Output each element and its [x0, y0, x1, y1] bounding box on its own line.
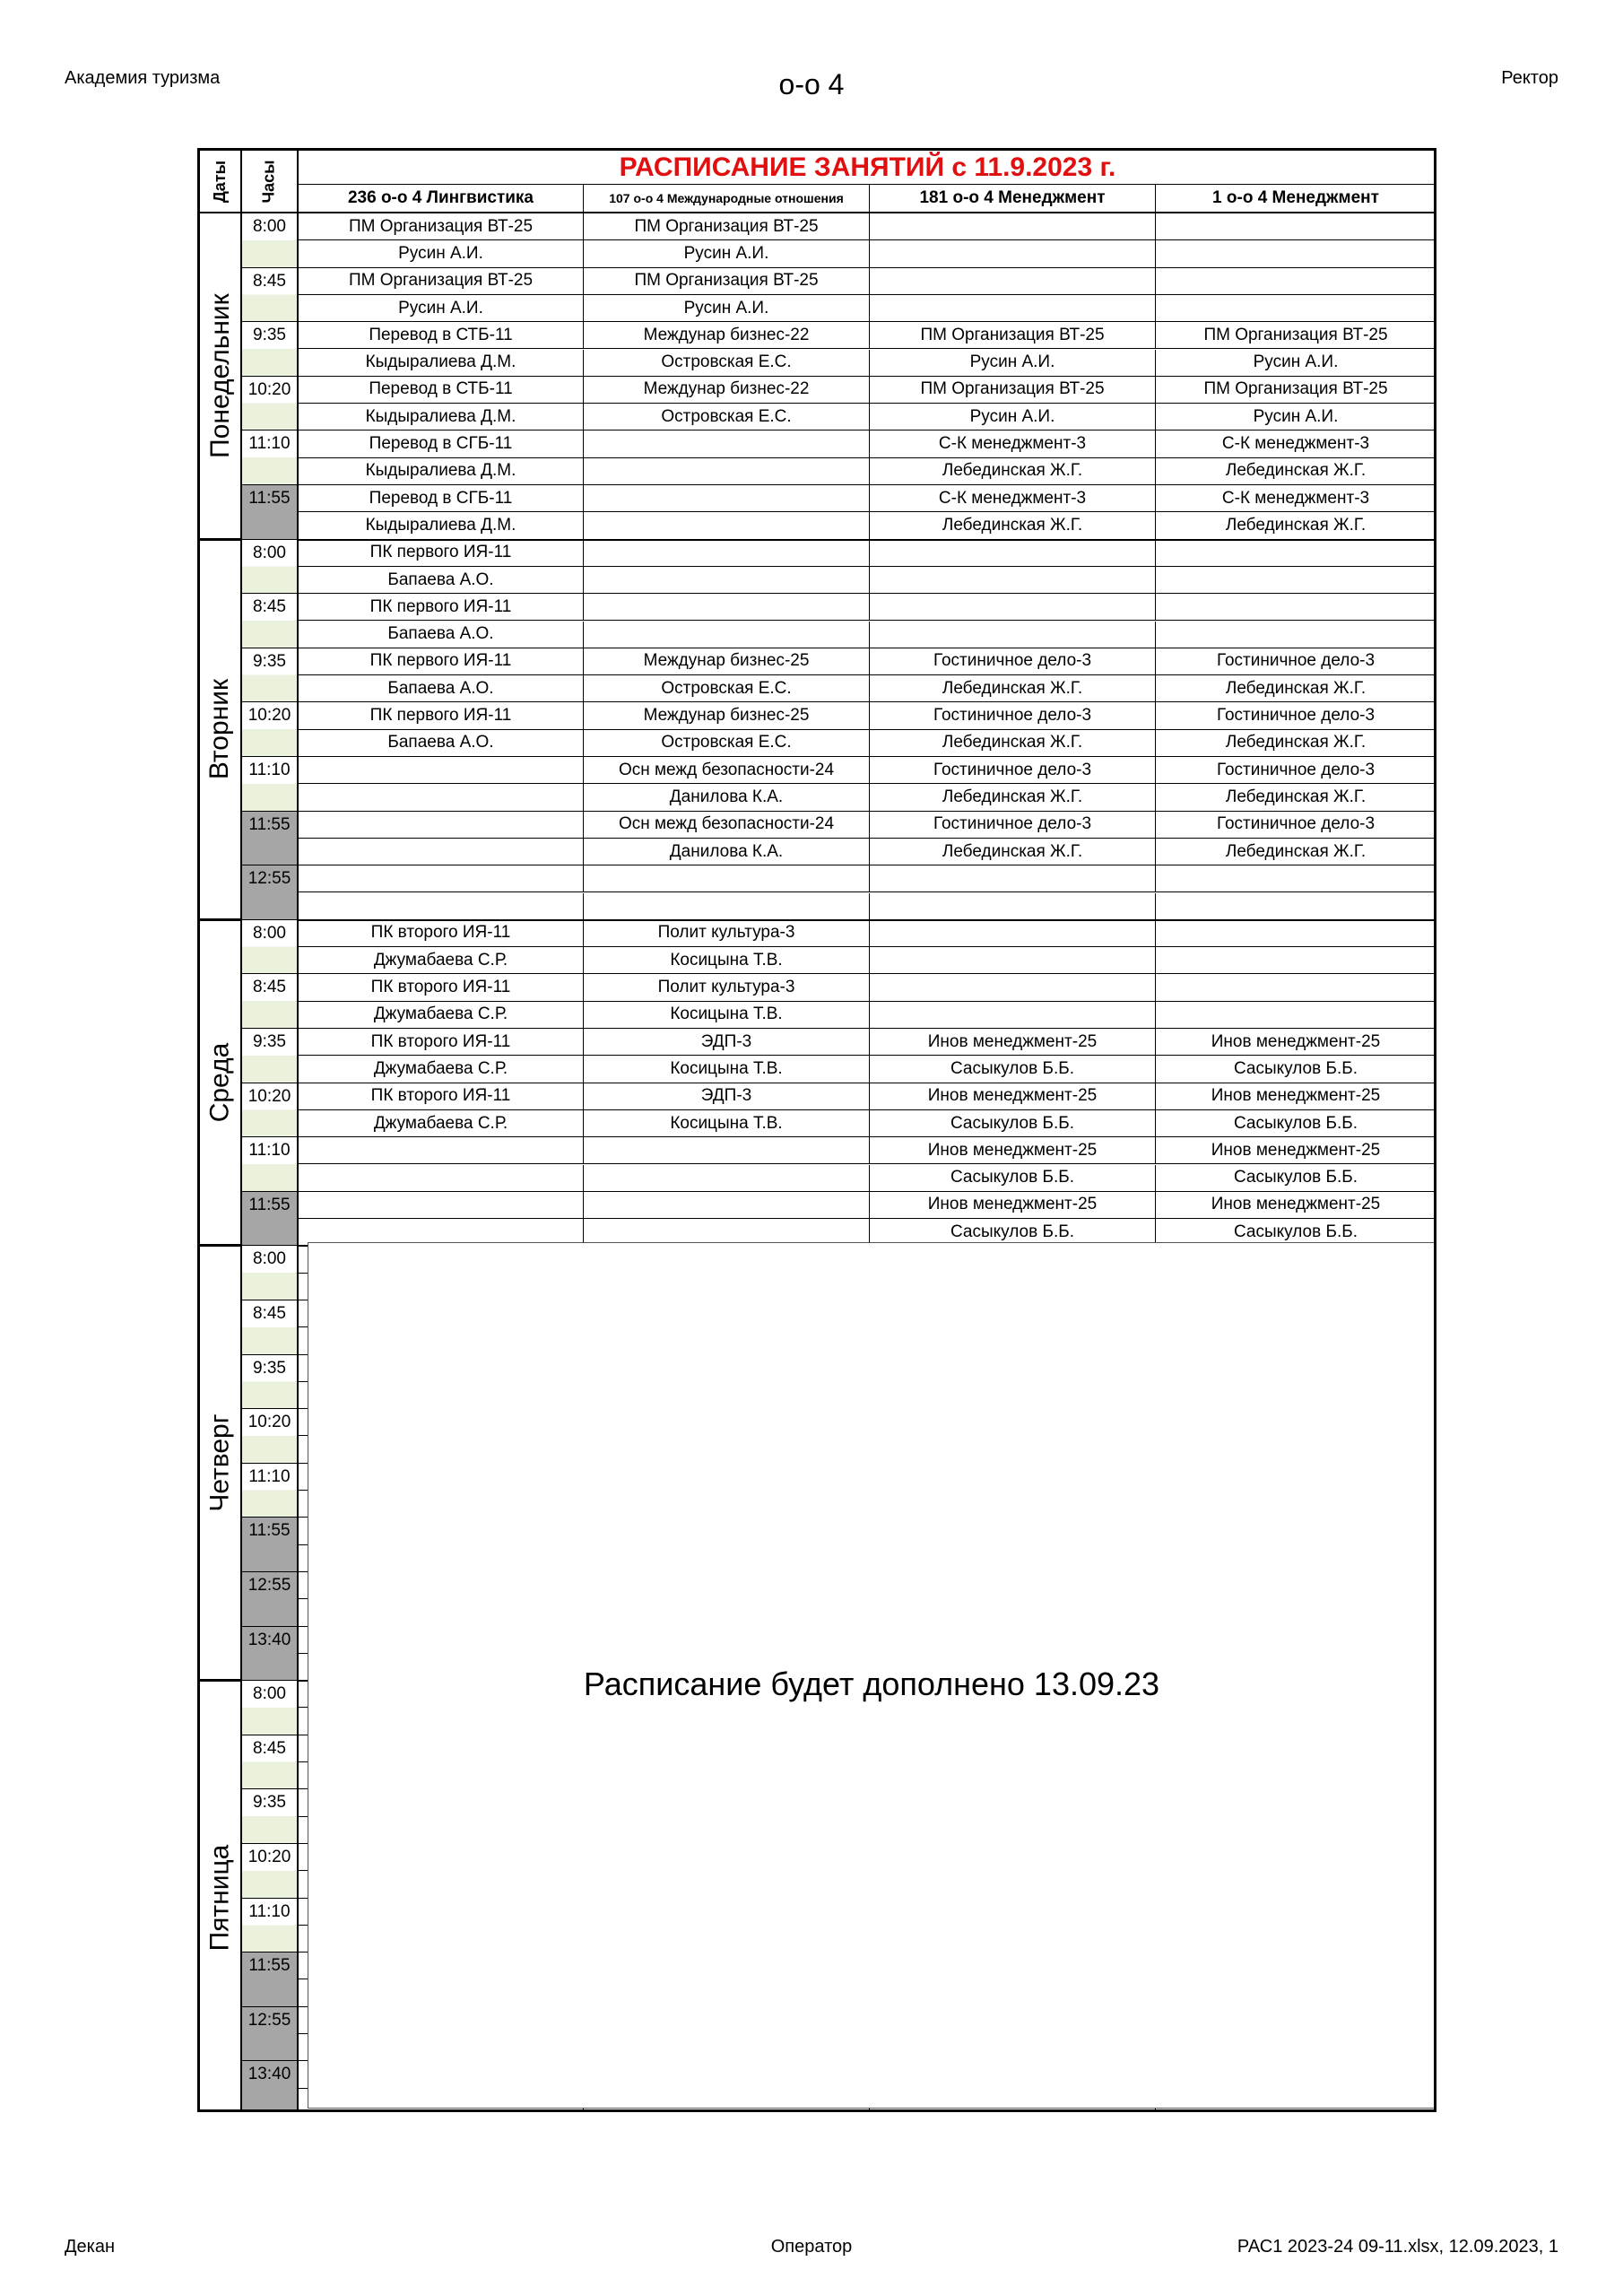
subject-cell [1156, 865, 1436, 892]
hour-cell [242, 430, 299, 485]
subject-cell: Перевод в СТБ-11 [299, 322, 584, 349]
hour-cell [242, 648, 299, 703]
teacher-cell: Русин А.И. [1156, 404, 1436, 430]
subject-cell [584, 430, 870, 457]
subject-cell: Полит культура-3 [584, 974, 870, 1001]
hour-label: 10:20 [247, 1848, 291, 1866]
teacher-cell: Бапаева А.О. [299, 675, 584, 702]
subject-cell: Гостиничное дело-3 [870, 702, 1156, 729]
teacher-cell: Косицына Т.В. [584, 1002, 870, 1029]
teacher-cell [1156, 1002, 1436, 1029]
subject-cell [870, 213, 1156, 240]
teacher-cell [584, 512, 870, 539]
subject-cell [299, 812, 584, 839]
hour-label: 12:55 [247, 2010, 291, 2030]
hour-label: 8:45 [253, 271, 286, 291]
teacher-cell: Лебединская Ж.Г. [1156, 675, 1436, 702]
hour-cell [242, 1844, 299, 1899]
teacher-cell: Косицына Т.В. [584, 1110, 870, 1137]
hour-cell [242, 1192, 299, 1247]
hour-label: 12:55 [247, 869, 291, 889]
hour-label: 8:45 [253, 1738, 286, 1758]
hour-label: 11:10 [248, 1901, 291, 1921]
subject-cell [584, 594, 870, 621]
teacher-cell: Русин А.И. [870, 350, 1156, 377]
teacher-cell [870, 295, 1156, 322]
teacher-cell [584, 458, 870, 485]
subject-cell: ПМ Организация ВТ-25 [1156, 377, 1436, 404]
subject-cell: ПК второго ИЯ-11 [299, 920, 584, 947]
group-header: 181 о-о 4 Менеджмент [870, 185, 1156, 213]
hour-cell [242, 1789, 299, 1844]
subject-cell: ПМ Организация ВТ-25 [299, 213, 584, 240]
subject-cell: Инов менеджмент-25 [1156, 1137, 1436, 1164]
footer-right: РАС1 2023-24 09-11.xlsx, 12.09.2023, 1 [1237, 2237, 1558, 2257]
day-label: Пятница [200, 1681, 242, 2112]
hour-label: 9:35 [253, 651, 286, 671]
hour-label: 11:10 [248, 761, 291, 779]
subject-cell: ПМ Организация ВТ-25 [584, 268, 870, 295]
hour-cell [242, 1409, 299, 1464]
hour-label: 8:00 [253, 543, 286, 562]
hour-label: 11:10 [248, 1466, 291, 1486]
teacher-cell: Кыдыралиева Д.М. [299, 350, 584, 377]
subject-cell [870, 540, 1156, 567]
teacher-cell [299, 1165, 584, 1192]
teacher-cell: Лебединская Ж.Г. [870, 675, 1156, 702]
subject-cell [1156, 540, 1436, 567]
subject-cell [870, 594, 1156, 621]
teacher-cell: Лебединская Ж.Г. [1156, 730, 1436, 757]
teacher-cell: Косицына Т.В. [584, 947, 870, 974]
teacher-cell: Островская Е.С. [584, 404, 870, 430]
teacher-cell: Лебединская Ж.Г. [870, 458, 1156, 485]
teacher-cell: Джумабаева С.Р. [299, 1056, 584, 1083]
subject-cell [299, 757, 584, 784]
subject-cell [584, 1192, 870, 1219]
teacher-cell: Лебединская Ж.Г. [870, 839, 1156, 865]
teacher-cell [299, 784, 584, 811]
hour-cell [242, 485, 299, 540]
hour-label: 10:20 [247, 1413, 291, 1432]
teacher-cell: Русин А.И. [584, 240, 870, 267]
day-label: Среда [200, 920, 242, 1247]
teacher-cell: Бапаева А.О. [299, 730, 584, 757]
dates-header: Даты [200, 151, 242, 213]
teacher-cell: Сасыкулов Б.Б. [870, 1165, 1156, 1192]
teacher-cell [870, 567, 1156, 594]
teacher-cell: Бапаева А.О. [299, 622, 584, 648]
teacher-cell [1156, 947, 1436, 974]
subject-cell: ЭДП-3 [584, 1083, 870, 1110]
teacher-cell: Кыдыралиева Д.М. [299, 404, 584, 430]
teacher-cell: Кыдыралиева Д.М. [299, 512, 584, 539]
subject-cell: Инов менеджмент-25 [870, 1029, 1156, 1056]
subject-cell: С-К менеджмент-3 [870, 430, 1156, 457]
subject-cell [299, 1137, 584, 1164]
subject-cell: Междунар бизнес-22 [584, 322, 870, 349]
hour-cell [242, 322, 299, 377]
teacher-cell: Сасыкулов Б.Б. [870, 1056, 1156, 1083]
hour-cell [242, 594, 299, 648]
hour-cell [242, 268, 299, 323]
hour-label: 8:00 [253, 217, 286, 236]
hour-label: 9:35 [253, 1358, 286, 1378]
subject-cell: ЭДП-3 [584, 1029, 870, 1056]
hour-label: 8:45 [253, 978, 286, 997]
subject-cell: Инов менеджмент-25 [1156, 1083, 1436, 1110]
hour-cell [242, 1246, 299, 1300]
hour-cell [242, 1464, 299, 1518]
subject-cell: ПК второго ИЯ-11 [299, 1029, 584, 1056]
subject-cell [584, 540, 870, 567]
subject-cell: С-К менеджмент-3 [1156, 430, 1436, 457]
hour-cell [242, 1572, 299, 1627]
teacher-cell: Русин А.И. [299, 240, 584, 267]
teacher-cell [870, 240, 1156, 267]
subject-cell: ПМ Организация ВТ-25 [1156, 322, 1436, 349]
hours-header: Часы [242, 151, 299, 213]
teacher-cell: Островская Е.С. [584, 350, 870, 377]
hour-label: 9:35 [253, 1793, 286, 1813]
subject-cell: Перевод в СГБ-11 [299, 485, 584, 512]
teacher-cell: Лебединская Ж.Г. [1156, 784, 1436, 811]
group-header: 107 о-о 4 Международные отношения [584, 185, 870, 213]
teacher-cell: Русин А.И. [1156, 350, 1436, 377]
subject-cell: С-К менеджмент-3 [1156, 485, 1436, 512]
day-label: Четверг [200, 1246, 242, 1681]
subject-cell [870, 920, 1156, 947]
subject-cell: ПК первого ИЯ-11 [299, 702, 584, 729]
subject-cell: Гостиничное дело-3 [1156, 812, 1436, 839]
teacher-cell: Джумабаева С.Р. [299, 1002, 584, 1029]
subject-cell: ПМ Организация ВТ-25 [584, 213, 870, 240]
subject-cell: ПМ Организация ВТ-25 [299, 268, 584, 295]
subject-cell [584, 1137, 870, 1164]
subject-cell: ПК второго ИЯ-11 [299, 1083, 584, 1110]
subject-cell: Гостиничное дело-3 [870, 757, 1156, 784]
subject-cell: ПМ Организация ВТ-25 [870, 322, 1156, 349]
hour-cell [242, 1518, 299, 1572]
subject-cell: Гостиничное дело-3 [1156, 757, 1436, 784]
subject-cell [1156, 974, 1436, 1001]
hour-label: 13:40 [247, 1630, 291, 1649]
footer-center: Оператор [770, 2237, 853, 2257]
subject-cell: Гостиничное дело-3 [870, 812, 1156, 839]
teacher-cell [1156, 622, 1436, 648]
hour-label: 8:00 [253, 923, 286, 943]
hour-cell [242, 757, 299, 812]
subject-cell: ПК первого ИЯ-11 [299, 648, 584, 675]
teacher-cell [870, 622, 1156, 648]
teacher-cell: Лебединская Ж.Г. [1156, 839, 1436, 865]
schedule-table [197, 148, 1436, 2112]
hour-label: 12:55 [247, 1576, 291, 1595]
day-label: Понедельник [200, 213, 242, 540]
teacher-cell [584, 567, 870, 594]
teacher-cell: Данилова К.А. [584, 784, 870, 811]
subject-cell: Полит культура-3 [584, 920, 870, 947]
teacher-cell: Русин А.И. [870, 404, 1156, 430]
group-header: 1 о-о 4 Менеджмент [1156, 185, 1436, 213]
hour-cell [242, 2007, 299, 2062]
teacher-cell: Лебединская Ж.Г. [870, 784, 1156, 811]
schedule-title: РАСПИСАНИЕ ЗАНЯТИЙ с 11.9.2023 г. [299, 151, 1436, 185]
hour-label: 11:55 [248, 489, 291, 508]
header-left: Академия туризма [65, 68, 221, 88]
subject-cell: Перевод в СТБ-11 [299, 377, 584, 404]
subject-cell: Инов менеджмент-25 [1156, 1029, 1436, 1056]
hour-cell [242, 702, 299, 757]
teacher-cell: Сасыкулов Б.Б. [1156, 1110, 1436, 1137]
hour-cell [242, 1083, 299, 1138]
subject-cell: Осн межд безопасности-24 [584, 812, 870, 839]
hour-label: 11:55 [248, 814, 291, 834]
pending-notice [308, 1242, 1436, 2109]
teacher-cell: Лебединская Ж.Г. [870, 730, 1156, 757]
hour-cell [242, 1735, 299, 1790]
teacher-cell: Сасыкулов Б.Б. [1156, 1219, 1436, 1246]
hour-cell [242, 1952, 299, 2007]
teacher-cell: Островская Е.С. [584, 675, 870, 702]
hour-cell [242, 1355, 299, 1410]
hour-cell [242, 812, 299, 866]
hour-cell [242, 865, 299, 920]
subject-cell: ПК второго ИЯ-11 [299, 974, 584, 1001]
hour-cell [242, 2061, 299, 2112]
hour-label: 10:20 [247, 1086, 291, 1106]
hour-cell [242, 1137, 299, 1192]
header-right: Ректор [1501, 68, 1558, 88]
teacher-cell: Русин А.И. [584, 295, 870, 322]
teacher-cell [1156, 240, 1436, 267]
hour-label: 9:35 [253, 1032, 286, 1051]
teacher-cell: Сасыкулов Б.Б. [870, 1110, 1156, 1137]
subject-cell [870, 268, 1156, 295]
teacher-cell [870, 947, 1156, 974]
teacher-cell [584, 893, 870, 920]
teacher-cell: Лебединская Ж.Г. [1156, 458, 1436, 485]
subject-cell: Инов менеджмент-25 [870, 1083, 1156, 1110]
hour-cell [242, 377, 299, 431]
hour-cell [242, 1300, 299, 1355]
subject-cell: Инов менеджмент-25 [870, 1192, 1156, 1219]
teacher-cell [299, 893, 584, 920]
hour-cell [242, 1899, 299, 1953]
hour-cell [242, 1029, 299, 1083]
teacher-cell: Сасыкулов Б.Б. [870, 1219, 1156, 1246]
day-label: Вторник [200, 540, 242, 920]
teacher-cell: Джумабаева С.Р. [299, 947, 584, 974]
subject-cell [870, 974, 1156, 1001]
teacher-cell: Кыдыралиева Д.М. [299, 458, 584, 485]
teacher-cell: Косицына Т.В. [584, 1056, 870, 1083]
pending-notice-text: Расписание будет дополнено 13.09.23 [583, 1665, 1160, 1702]
subject-cell [870, 865, 1156, 892]
hour-label: 8:00 [253, 1684, 286, 1704]
teacher-cell: Бапаева А.О. [299, 567, 584, 594]
hour-label: 10:20 [247, 379, 291, 399]
subject-cell [1156, 920, 1436, 947]
hour-cell [242, 1627, 299, 1682]
teacher-cell [299, 839, 584, 865]
subject-cell [1156, 213, 1436, 240]
teacher-cell: Лебединская Ж.Г. [1156, 512, 1436, 539]
subject-cell [299, 865, 584, 892]
teacher-cell: Русин А.И. [299, 295, 584, 322]
hour-label: 11:55 [248, 1956, 291, 1976]
subject-cell: Инов менеджмент-25 [870, 1137, 1156, 1164]
footer-left: Декан [65, 2237, 116, 2257]
teacher-cell: Островская Е.С. [584, 730, 870, 757]
subject-cell [1156, 594, 1436, 621]
subject-cell: ПК первого ИЯ-11 [299, 594, 584, 621]
subject-cell: Гостиничное дело-3 [1156, 648, 1436, 675]
subject-cell: Междунар бизнес-25 [584, 648, 870, 675]
group-header: 236 о-о 4 Лингвистика [299, 185, 584, 213]
hour-label: 11:55 [248, 1521, 291, 1541]
subject-cell: Осн межд безопасности-24 [584, 757, 870, 784]
hour-cell [242, 1681, 299, 1735]
teacher-cell [1156, 295, 1436, 322]
teacher-cell [1156, 893, 1436, 920]
teacher-cell: Данилова К.А. [584, 839, 870, 865]
subject-cell: ПМ Организация ВТ-25 [870, 377, 1156, 404]
teacher-cell [584, 622, 870, 648]
subject-cell [1156, 268, 1436, 295]
hour-cell [242, 540, 299, 595]
hour-cell [242, 213, 299, 268]
hour-label: 11:10 [248, 1141, 291, 1161]
header-center: о-о 4 [778, 68, 845, 100]
hour-cell [242, 974, 299, 1029]
teacher-cell: Сасыкулов Б.Б. [1156, 1056, 1436, 1083]
hour-label: 10:20 [247, 706, 291, 726]
subject-cell: Гостиничное дело-3 [1156, 702, 1436, 729]
teacher-cell: Лебединская Ж.Г. [870, 512, 1156, 539]
hour-label: 13:40 [247, 2065, 291, 2084]
hour-label: 8:45 [253, 1304, 286, 1323]
hour-label: 8:00 [253, 1249, 286, 1269]
subject-cell: Междунар бизнес-22 [584, 377, 870, 404]
teacher-cell [870, 1002, 1156, 1029]
subject-cell: С-К менеджмент-3 [870, 485, 1156, 512]
subject-cell: Инов менеджмент-25 [1156, 1192, 1436, 1219]
hour-label: 9:35 [253, 326, 286, 345]
subject-cell: Гостиничное дело-3 [870, 648, 1156, 675]
teacher-cell [1156, 567, 1436, 594]
subject-cell: Междунар бизнес-25 [584, 702, 870, 729]
subject-cell [299, 1192, 584, 1219]
subject-cell [584, 865, 870, 892]
subject-cell: Перевод в СГБ-11 [299, 430, 584, 457]
teacher-cell [870, 893, 1156, 920]
hour-label: 11:55 [248, 1195, 291, 1214]
subject-cell: ПК первого ИЯ-11 [299, 540, 584, 567]
teacher-cell: Сасыкулов Б.Б. [1156, 1165, 1436, 1192]
hour-cell [242, 920, 299, 975]
subject-cell [584, 485, 870, 512]
teacher-cell [584, 1165, 870, 1192]
hour-label: 11:10 [248, 434, 291, 454]
hour-label: 8:45 [253, 597, 286, 617]
teacher-cell: Джумабаева С.Р. [299, 1110, 584, 1137]
